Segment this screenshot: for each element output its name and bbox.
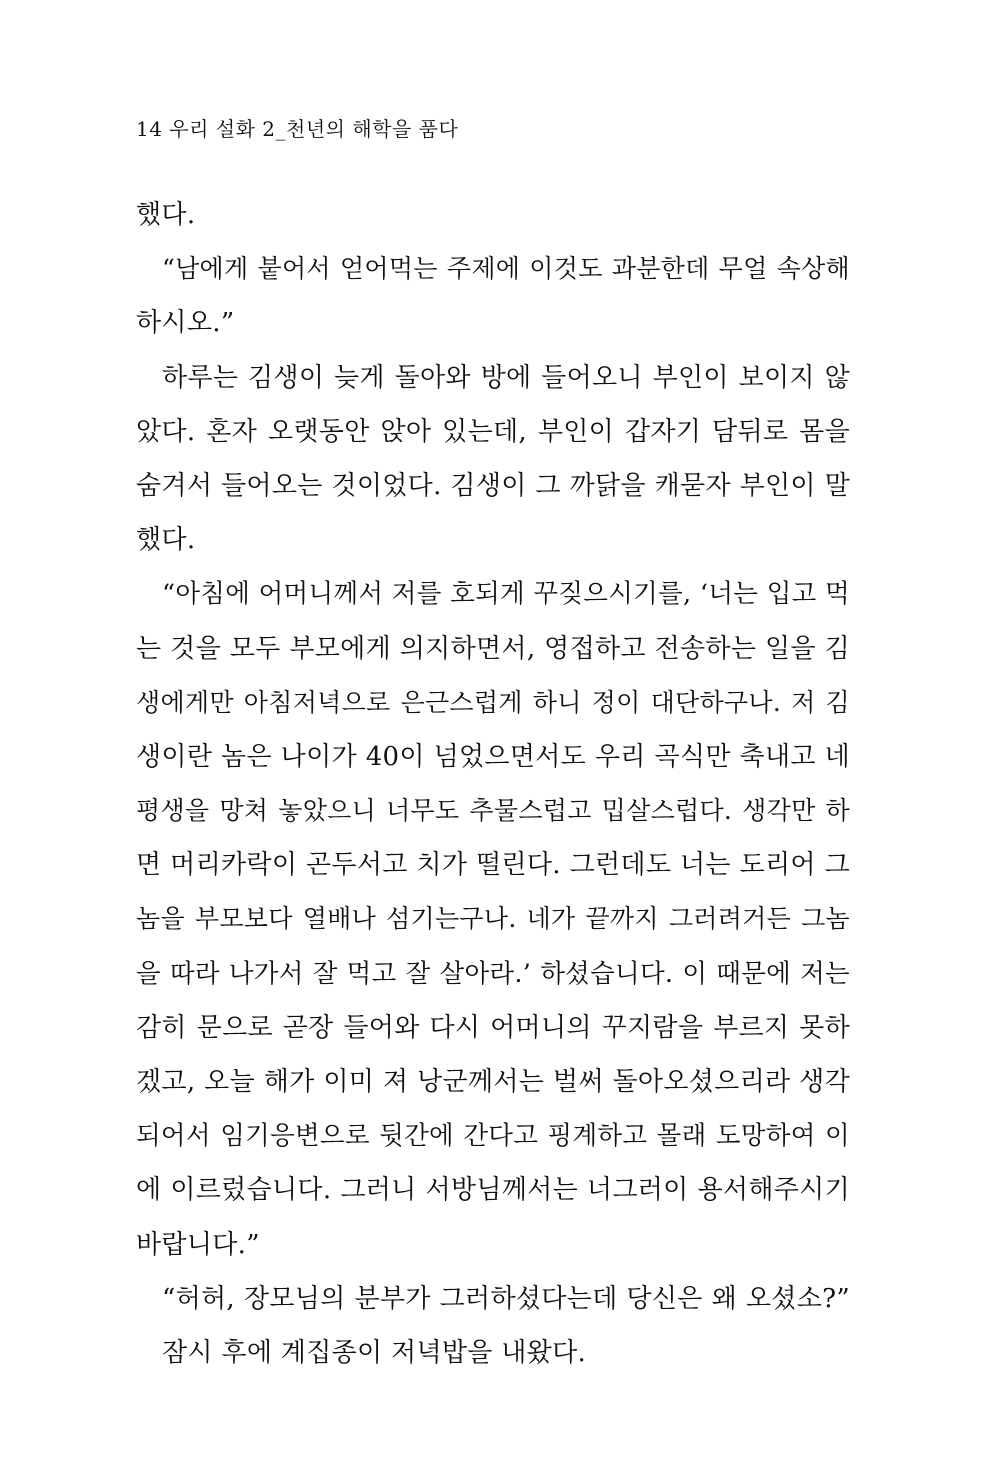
text-line: “아침에 어머니께서 저를 호되게 꾸짖으시기를, ‘너는 입고 먹 xyxy=(162,579,850,610)
text-line: 바랍니다.” xyxy=(136,1229,260,1260)
text-line: 평생을 망쳐 놓았으니 너무도 추물스럽고 밉살스럽다. 생각만 하 xyxy=(136,796,850,826)
text-line: 숨겨서 들어오는 것이었다. 김생이 그 까닭을 캐묻자 부인이 말 xyxy=(136,470,850,501)
text-line: 하시오.” xyxy=(136,308,235,339)
text-line: 하루는 김생이 늦게 돌아와 방에 들어오니 부인이 보이지 않 xyxy=(162,362,850,393)
text-line: 했다. xyxy=(136,525,196,556)
text-line: 감히 문으로 곧장 들어와 다시 어머니의 꾸지람을 부르지 못하 xyxy=(136,1012,850,1043)
text-line: “허허, 장모님의 분부가 그러하셨다는데 당신은 왜 오셨소?” xyxy=(162,1283,850,1314)
text-line: 했다. xyxy=(136,200,196,230)
text-line: 을 따라 나가서 잘 먹고 잘 살아라.’ 하셨습니다. 이 때문에 저는 xyxy=(136,958,850,989)
text-line: “남에게 붙어서 얻어먹는 주제에 이것도 과분한데 무얼 속상해 xyxy=(162,254,850,284)
text-line: 잠시 후에 계집종이 저녁밥을 내왔다. xyxy=(162,1337,587,1368)
text-line: 되어서 임기응변으로 뒷간에 간다고 핑계하고 몰래 도망하여 이 xyxy=(136,1121,850,1152)
text-line: 놈을 부모보다 열배나 섬기는구나. 네가 끝까지 그러려거든 그놈 xyxy=(136,904,850,934)
text-line: 생에게만 아침저녁으로 은근스럽게 하니 정이 대단하구나. 저 김 xyxy=(136,687,850,717)
text-line: 겠고, 오늘 해가 이미 져 낭군께서는 벌써 돌아오셨으리라 생각 xyxy=(136,1067,850,1097)
running-header: 14 우리 설화 2_천년의 해학을 품다 xyxy=(136,117,459,141)
text-line: 생이란 놈은 나이가 40이 넘었으면서도 우리 곡식만 축내고 네 xyxy=(136,741,850,772)
text-line: 면 머리카락이 곤두서고 치가 떨린다. 그런데도 너는 도리어 그 xyxy=(136,850,850,881)
text-line: 는 것을 모두 부모에게 의지하면서, 영접하고 전송하는 일을 김 xyxy=(136,633,850,664)
body-text xyxy=(136,188,850,1380)
text-line: 았다. 혼자 오랫동안 앉아 있는데, 부인이 갑자기 담뒤로 몸을 xyxy=(136,416,850,447)
text-line: 에 이르렀습니다. 그러니 서방님께서는 너그러이 용서해주시기 xyxy=(136,1175,850,1206)
